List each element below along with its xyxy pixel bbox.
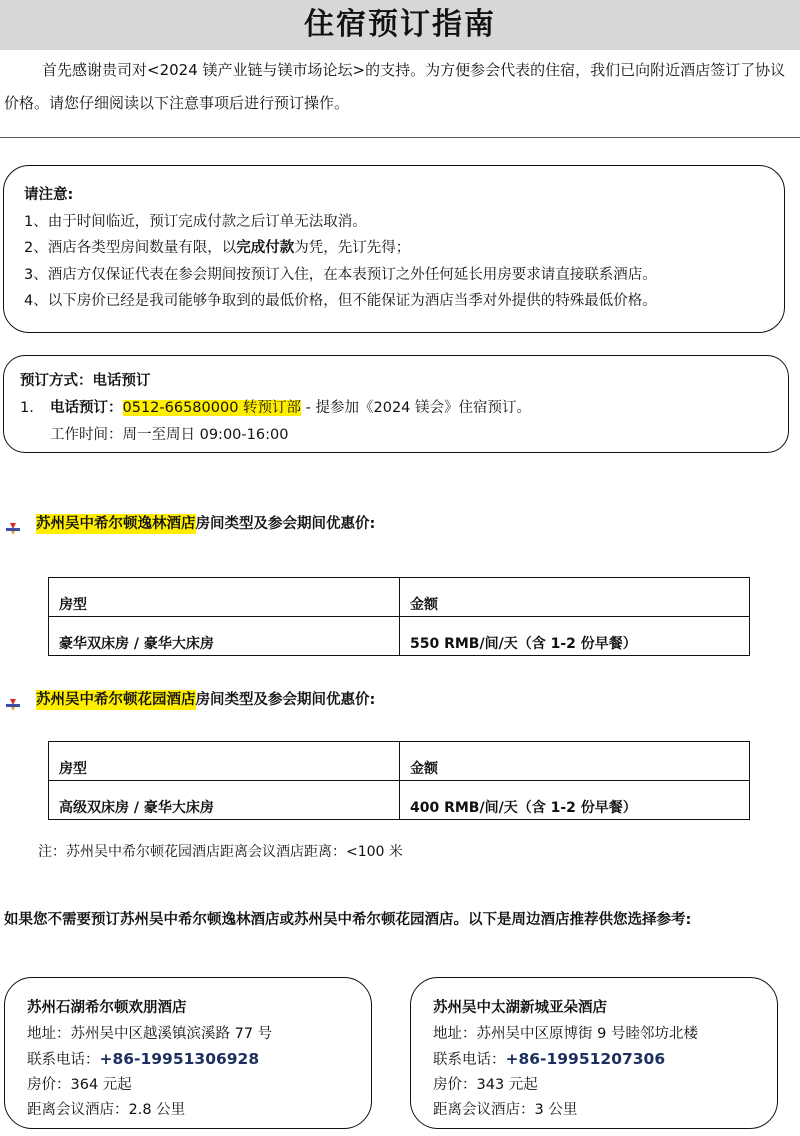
booking-box — [3, 355, 789, 453]
nearby-hotel-phone-label: 联系电话： — [433, 1052, 506, 1068]
nearby-hotel-price: 房价：343 元起 — [433, 1077, 538, 1093]
nearby-hotel-address: 地址：苏州吴中区越溪镇滨溪路 77 号 — [27, 1026, 273, 1042]
notice-item-3: 3、酒店方仅保证代表在参会期间按预订入住，在本表预订之外任何延长用房要求请直接联系酒店。 — [24, 266, 657, 283]
bullet-icon — [6, 518, 20, 530]
distance-note: 注：苏州吴中希尔顿花园酒店距离会议酒店距离：<100 米 — [38, 844, 403, 860]
table-row — [49, 781, 750, 820]
hotel2-name: 苏州吴中希尔顿花园酒店 — [36, 692, 196, 708]
nearby-hotel-card — [4, 977, 372, 1129]
table-header-row — [49, 742, 750, 781]
notice-item-2-pre: 2、酒店各类型房间数量有限，以 — [24, 240, 237, 256]
nearby-hotel-address: 地址：苏州吴中区原博街 9 号睦邻坊北楼 — [433, 1026, 698, 1042]
intro-paragraph: 首先感谢贵司对<2024 镁产业链与镁市场论坛>的支持。为方便参会代表的住宿，我们已向附近酒店签订了协议价格。请您仔细阅读以下注意事项后进行预订操作。 — [4, 61, 786, 112]
hotel2-heading-suffix: 房间类型及参会期间优惠价: — [195, 692, 376, 708]
nearby-hotel-phone-line — [433, 1047, 777, 1073]
hotel1-heading-suffix: 房间类型及参会期间优惠价: — [195, 516, 376, 532]
table-cell-room: 豪华双床房 / 豪华大床房 — [49, 617, 400, 656]
booking-phone-suffix: - 提参加《2024 镁会》住宿预订。 — [301, 400, 532, 416]
booking-hours: 工作时间：周一至周日 09:00-16:00 — [50, 427, 289, 443]
booking-phone-number[interactable]: 0512-66580000 转预订部 — [122, 400, 302, 416]
table-cell-price: 400 RMB/间/天（含 1-2 份早餐） — [400, 781, 750, 820]
page-title: 住宿预订指南 — [0, 0, 800, 50]
nearby-hotel-phone-line — [27, 1047, 371, 1073]
table-header-row — [49, 578, 750, 617]
table-header-cell: 金额 — [400, 578, 750, 617]
hotel1-table — [48, 577, 750, 656]
divider — [0, 137, 800, 138]
notice-heading: 请注意: — [24, 187, 74, 203]
booking-heading: 预订方式：电话预订 — [20, 373, 151, 389]
nearby-hotel-name: 苏州吴中太湖新城亚朵酒店 — [433, 1000, 607, 1016]
notice-item-2 — [24, 235, 784, 262]
nearby-hotel-price: 房价：364 元起 — [27, 1077, 132, 1093]
booking-phone-label: 电话预订： — [50, 400, 123, 416]
table-row — [49, 617, 750, 656]
nearby-hotel-name: 苏州石湖希尔顿欢朋酒店 — [27, 1000, 187, 1016]
nearby-hotel-card — [410, 977, 778, 1129]
notice-box — [3, 165, 785, 333]
nearby-hotel-phone[interactable]: +86-19951207306 — [505, 1050, 666, 1068]
recommend-paragraph: 如果您不需要预订苏州吴中希尔顿逸林酒店或苏州吴中希尔顿花园酒店。以下是周边酒店推荐供您选择参考: — [4, 912, 692, 928]
notice-item-4: 4、以下房价已经是我司能够争取到的最低价格，但不能保证为酒店当季对外提供的特殊最低价格。 — [24, 293, 657, 309]
table-header-cell: 房型 — [49, 742, 400, 781]
table-cell-price: 550 RMB/间/天（含 1-2 份早餐） — [400, 617, 750, 656]
nearby-hotel-distance: 距离会议酒店：3 公里 — [433, 1102, 578, 1118]
table-header-cell: 房型 — [49, 578, 400, 617]
hotel1-name: 苏州吴中希尔顿逸林酒店 — [36, 516, 196, 532]
nearby-hotel-phone-label: 联系电话： — [27, 1052, 100, 1068]
booking-item-number: 1. — [20, 400, 34, 416]
hotel2-heading — [6, 687, 375, 713]
nearby-hotel-distance: 距离会议酒店：2.8 公里 — [27, 1102, 186, 1118]
booking-phone-line — [20, 395, 788, 422]
notice-item-2-bold: 完成付款 — [236, 240, 295, 256]
hotel2-table — [48, 741, 750, 820]
hotel1-heading — [6, 511, 375, 537]
notice-item-2-post: 为凭，先订先得； — [294, 240, 411, 256]
bullet-icon — [6, 694, 20, 706]
nearby-hotel-phone[interactable]: +86-19951306928 — [99, 1050, 260, 1068]
notice-item-1: 1、由于时间临近，预订完成付款之后订单无法取消。 — [24, 213, 367, 230]
table-header-cell: 金额 — [400, 742, 750, 781]
table-cell-room: 高级双床房 / 豪华大床房 — [49, 781, 400, 820]
